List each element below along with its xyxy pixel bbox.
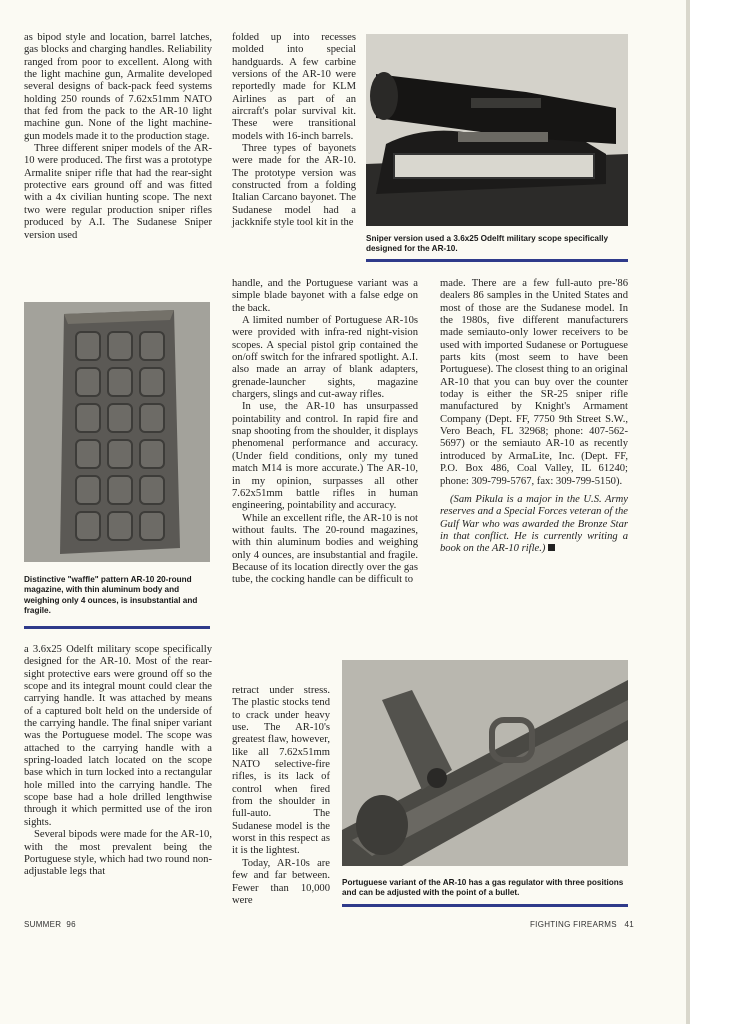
paragraph: a 3.6x25 Odelft military scope specifically designed for the AR-10. Most of the rear-sight protective ears were ground off so the scope and its integral mount could clear the carrying handle. It was attached by means of a captured bolt held on the underside of the carrying handle. The final sniper variant was the Portuguese model. The scope was attached to the carrying handle with a spring-loaded latch located on the scope base which in turn locked into a rectangular hole milled into the carrying handle. The scope base had a hole drilled lengthwise through it which permitted use of the iron sights. bbox=[24, 644, 212, 828]
column-2-middle bbox=[232, 278, 418, 587]
column-2-bottom bbox=[232, 685, 330, 907]
scope-photo bbox=[366, 34, 628, 226]
end-mark-icon bbox=[548, 544, 555, 551]
paragraph: as bipod style and location, barrel latches, gas blocks and charging handles. Reliability ranged from poor to excellent. Along with the light machine gun, Armalite developed several designs of back-pack feed systems holding 250 rounds of 7.62x51mm NATO that fed from the pack to the AR-10 light machine gun. None of the light machine-gun models made it to the production stage. bbox=[24, 32, 212, 142]
sniper-scope-image bbox=[366, 34, 628, 226]
caption-rule bbox=[366, 259, 628, 262]
portuguese-rifle-photo bbox=[342, 660, 628, 866]
footer-issue: SUMMER 96 bbox=[24, 920, 76, 929]
magazine-photo bbox=[24, 302, 210, 562]
portuguese-caption: Portuguese variant of the AR-10 has a gas regulator with three positions and can be adjusted with the point of a bullet. bbox=[342, 878, 624, 898]
waffle-magazine-image bbox=[24, 302, 210, 562]
column-1-top bbox=[24, 32, 212, 242]
scan-margin bbox=[690, 0, 745, 1024]
paragraph: folded up into recesses molded into special handguards. A few carbine versions of the AR-10 were reportedly made for KLM Airlines as part of an aircraft's polar survival kit. These were transitional models with 16-inch barrels. bbox=[232, 32, 356, 142]
footer-page-number: FIGHTING FIREARMS 41 bbox=[530, 920, 634, 929]
paragraph: A limited number of Portuguese AR-10s were provided with infra-red night-vision scopes. A special pistol grip contained the on/off switch for the infrared spotlight. A.I. also made an array of blank adapters, grenade-launcher sights, magazine chargers, slings and cut-away rifles. bbox=[232, 315, 418, 401]
paragraph: While an excellent rifle, the AR-10 is not without faults. The 20-round magazines, with thin aluminum bodies and weighing only 4 ounces, are insubstantial and fragile. Because of its location directly over the gas tube, the cocking handle can be difficult to bbox=[232, 512, 418, 586]
column-2-top bbox=[232, 32, 356, 230]
caption-rule bbox=[342, 904, 628, 907]
author-bio bbox=[440, 494, 628, 556]
paragraph: Several bipods were made for the AR-10, with the most prevalent being the Portuguese style, which had two round non-adjustable legs that bbox=[24, 829, 212, 878]
paragraph: handle, and the Portuguese variant was a simple blade bayonet with a false edge on the back. bbox=[232, 278, 418, 314]
paragraph: In use, the AR-10 has unsurpassed pointability and control. In rapid fire and snap shooting from the shoulder, it displays phenomenal performance and accuracy. (Under field conditions, only my tuned match M14 is more accurate.) The AR-10, in my opinion, surpasses all other 7.62x51mm battle rifles in human engineering, pointability and accuracy. bbox=[232, 401, 418, 512]
scope-caption: Sniper version used a 3.6x25 Odelft military scope specifically designed for the AR-10. bbox=[366, 234, 609, 254]
column-1-bottom bbox=[24, 644, 212, 879]
paragraph: made. There are a few full-auto pre-'86 dealers 86 samples in the United States and most of those are the Sudanese model. In the 1980s, five different manufacturers made semiauto-only lower receivers to be used with imported Sudanese or Portuguese parts kits (most seem to have been Portuguese). The closest thing to an original AR-10 that you can buy over the counter today is either the SR-25 sniper rifle manufactured by Knight's Armament Company (Dept. FF, 7750 9th Street S.W., Vero Beach, FL 32968; phone: 407-562-5697) or the semiauto AR-10 as recently introduced by ArmaLite, Inc. (Dept. FF, P.O. Box 486, Coal Valley, IL 61240; phone: 309-799-5767, fax: 309-799-5150). bbox=[440, 278, 628, 487]
paragraph: Three types of bayonets were made for the AR-10. The prototype version was constructed from a folding Italian Carcano bayonet. The Sudanese model had a jackknife style tool kit in the bbox=[232, 143, 356, 229]
paragraph: Today, AR-10s are few and far between. Fewer than 10,000 were bbox=[232, 857, 330, 906]
paragraph: Three different sniper models of the AR-10 were produced. The first was a prototype Armalite sniper rifle that had the rear-sight protective ears ground off and was fitted with a 4x civilian hunting scope. The next two were regular production sniper rifles produced by A.I. The Sudanese Sniper version used bbox=[24, 143, 212, 241]
paragraph: retract under stress. The plastic stocks tend to crack under heavy use. The AR-10's greatest flaw, however, like all 7.62x51mm NATO selective-fire rifles, is its lack of control when fired from the shoulder in full-auto. The Sudanese model is the worst in this respect as it is the lightest. bbox=[232, 685, 330, 857]
gas-regulator-image bbox=[342, 660, 628, 866]
author-bio-text: (Sam Pikula is a major in the U.S. Army reserves and a Special Forces veteran of the Gulf War who was awarded the Bronze Star in that conflict. He is currently writing a book on the AR-10 rifle.) bbox=[440, 493, 628, 555]
magazine-caption: Distinctive "waffle" pattern AR-10 20-round magazine, with thin aluminum body and weighing only 4 ounces, is insubstantial and fragile. bbox=[24, 575, 198, 616]
column-3 bbox=[440, 278, 628, 556]
caption-rule bbox=[24, 626, 210, 629]
